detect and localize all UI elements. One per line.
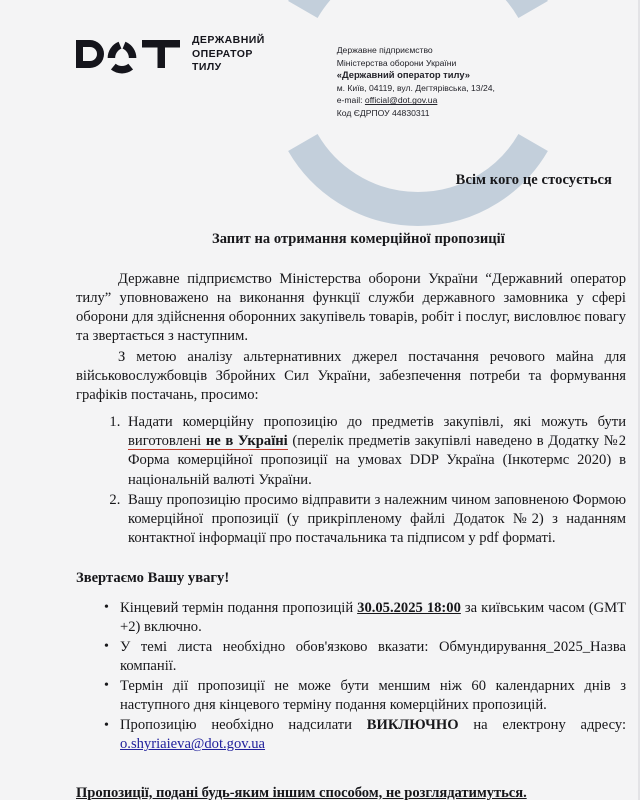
org-edrpou: Код ЄДРПОУ 44830311 [336, 107, 430, 118]
item1-part1: Надати комерційну пропозицію до предметів закупівлі, які можуть бути [128, 413, 626, 430]
brand-wordmark [192, 34, 265, 75]
document-title: Запит на отримання комерційної пропозиції [212, 230, 505, 247]
paragraph-2: З метою аналізу альтернативних джерел постачання речового майна для військовослужбовців Збройних Сил України, забезпечення потреби та формування графіків постачань, просимо: [76, 348, 626, 404]
bullet4-part2: на електрону адресу: [458, 717, 627, 733]
org-address: м. Київ, 04119, вул. Дегтярівська, 13/24, [336, 82, 495, 93]
numbered-item-2: 2. Вашу пропозицію просимо відправити з належним чином заповненою Формою комерційної пропозиції (у прикріпленому файлі Додаток №2) з наданням контактної інформації про постачальника та підписом у pdf форматі. [124, 491, 626, 549]
org-email-link[interactable]: official@dot.gov.ua [364, 95, 438, 106]
brand-line-1: ДЕРЖАВНИЙ [192, 34, 265, 46]
bullet1-part1: Кінцевий термін подання пропозицій [120, 599, 358, 616]
bullet4-part1: Пропозицію необхідно надсилати [120, 717, 367, 733]
bullet4-emphasis: ВИКЛЮЧНО [366, 717, 459, 733]
attention-heading: Звертаємо Вашу увагу! [76, 569, 230, 586]
bullet-item-deadline [120, 599, 626, 638]
letterhead [0, 0, 638, 120]
brand-line-2: ОПЕРАТОР [192, 47, 253, 60]
document-body [0, 248, 638, 549]
bullet1-part2: за київським часом (GMT +2) включно. [120, 599, 627, 636]
item1-underlined-bold: не в Україні [205, 432, 288, 449]
paragraph-1: Державне підприємство Міністерства оборони України “Державний оператор тилу” уповноважено на виконання функції служби державного замовника у сфері оборони для здійснення оборонних закупівель товарів, робіт і послуг, висловлює повагу та звертається з наступним. [76, 270, 626, 345]
org-email-row [337, 94, 495, 107]
brand-line-3: ТИЛУ [192, 61, 222, 73]
addressee-line: Всім кого це стосується [455, 171, 612, 188]
contact-email-link[interactable]: o.shyriaieva@dot.gov.ua [120, 736, 266, 753]
bullet-item-validity: • Термін дії пропозиції не може бути меншим ніж 60 календарних днів з наступного дня кінцевого терміну подання комерційних пропозицій. [120, 677, 626, 716]
bullet-item-email [120, 716, 626, 755]
item1-part2: (перелік предметів закупівлі наведено в Додатку №2 Форма комерційної пропозиції на умовах DDP Україна (Інкотермс 2020) в національній валюті України. [128, 432, 626, 488]
numbered-item-1 [124, 413, 626, 490]
item1-underlined-phrase [128, 433, 288, 451]
organization-details [337, 44, 495, 120]
attention-bullet-list [0, 599, 626, 755]
numbered-list [76, 413, 626, 549]
org-name: «Державний оператор тилу» [336, 69, 471, 81]
closing-note: Пропозиції, подані будь-яким іншим способом, не розглядатимуться. [76, 784, 527, 800]
bullet-item-subject: • У темі листа необхідно обов'язково вказати: Обмундирування_2025_Назва компанії. [120, 638, 626, 677]
brand-logo [76, 34, 265, 75]
item1-underlined-normal: виготовлені [128, 432, 206, 449]
dot-logo-mark [76, 34, 180, 74]
org-line-2: Міністерства оборони України [336, 57, 457, 68]
org-line-1: Державне підприємство [336, 45, 433, 55]
submission-deadline: 30.05.2025 18:00 [357, 599, 461, 616]
org-email-label: e-mail: [336, 95, 365, 106]
